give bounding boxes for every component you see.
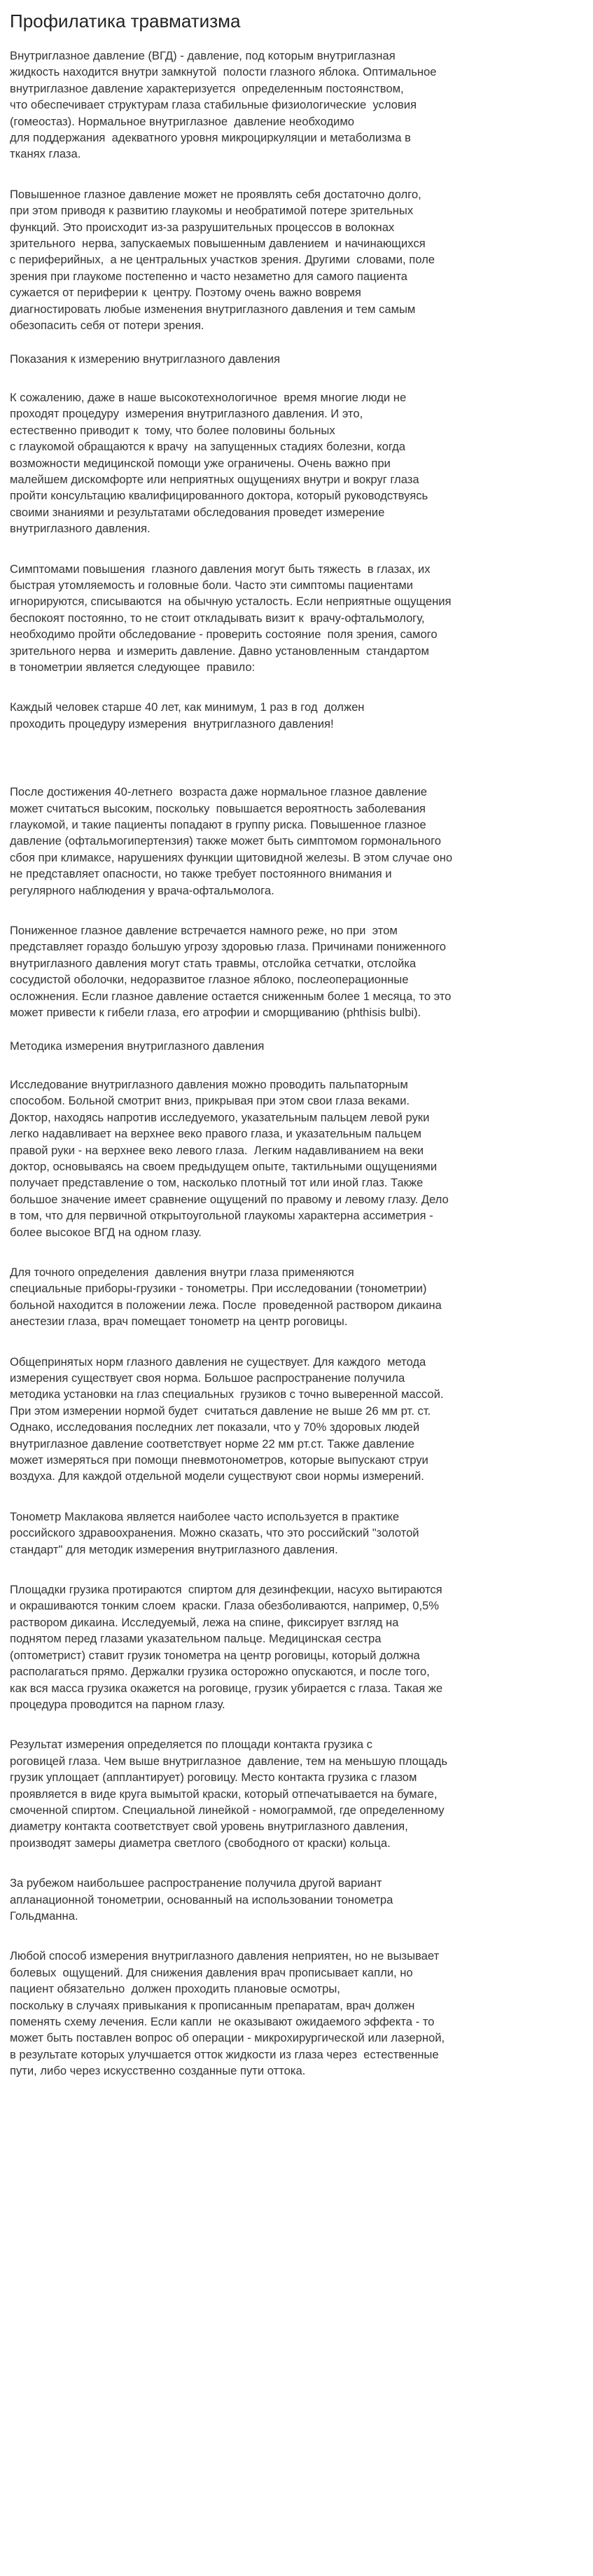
paragraph: Для точного определения давления внутри глаза применяются специальные приборы-грузики - тонометры. При исследовании (тонометрии) больной находится в положении лежа. После проведенной раствором дикаина анестезии глаза, врач помещает тонометр на центр роговицы. [10,1265,442,1329]
page-title: Профилатика травматизма [10,11,241,32]
paragraph: Тонометр Маклакова является наиболее часто используется в практике российского здравоохранения. Можно сказать, что это российский "золотой стандарт" для методик измерения внутриглазного давления. [10,1509,419,1556]
paragraph: За рубежом наибольшее распространение получила другой вариант апланационной тонометрии, основанный на использовании тонометра Гольдманна. [10,1876,393,1923]
paragraph: Исследование внутриглазного давления можно проводить пальпаторным способом. Больной смотрит вниз, прикрывая при этом свои глаза веками. Доктор, находясь напротив исследуемого, указательным пальцем левой руки легко надавливает на верхнее веко правого глаза, и указательным пальцем правой руки - на верхнее веко левого глаза. Легким надавливанием на веки доктор, основываясь на своем предыдущем опыте, тактильными ощущениями получает представление о том, насколько плотный тот или иной глаз. Также большое значение имеет сравнение ощущений по правому и левому глазу. Дело в том, что для первичной открытоугольной глаукомы характерна ассиметрия - более высокое ВГД на одном глазу. [10,1077,449,1239]
article-body [10,48,579,2079]
paragraph: Любой способ измерения внутриглазного давления неприятен, но не вызывает болевых ощущений. Для снижения давления врач прописывает капли, но пациент обязательно должен проходить плановые осмотры, поскольку в случаях привыкания к прописанным препаратам, врач должен поменять схему лечения. Если капли не оказывают ожидаемого эффекта - то может быть поставлен вопрос об операции - микрохирургической или лазерной, в результате которых улучшается отток жидкости из глаза через естественные пути, либо через искусственно созданные пути оттока. [10,1949,445,2078]
paragraph: Повышенное глазное давление может не проявлять себя достаточно долго, при этом приводя к развитию глаукомы и необратимой потере зрительных функций. Это происходит из-за разрушительных процессов в волокнах зрительного нерва, запускаемых повышенным давлением и начинающихся с периферийных, а не центральных участков зрения. Другими словами, поле зрения при глаукоме постепенно и часто незаметно для самого пациента сужается от периферии к центру. Поэтому очень важно вовремя диагностировать любые изменения внутриглазного давления и тем самым обезопасить себя от потери зрения. [10,187,435,333]
paragraph: Внутриглазное давление (ВГД) - давление, под которым внутриглазная жидкость находится внутри замкнутой полости глазного яблока. Оптимальное внутриглазное давление характеризуется определенным постоянством, что обеспечивает структурам глаза стабильные физиологические условия (гомеостаз). Нормальное внутриглазное давление необходимо для поддержания адекватного уровня микроциркуляции и метаболизма в тканях глаза. [10,49,437,161]
paragraph: Каждый человек старше 40 лет, как минимум, 1 раз в год должен проходить процедуру измерения внутриглазного давления! [10,700,365,730]
paragraph: После достижения 40-летнего возраста даже нормальное глазное давление может считаться высоким, поскольку повышается вероятность заболевания глаукомой, и такие пациенты попадают в группу риска. Повышенное глазное давление (офтальмогипертензия) также может быть симптомом гормонального сбоя при климаксе, нарушениях функции щитовидной железы. В этом случае оно не представляет опасности, но также требует постоянного внимания и регулярного наблюдения у врача-офтальмолога. [10,785,453,897]
paragraph: Площадки грузика протираются спиртом для дезинфекции, насухо вытираются и окрашиваются тонким слоем краски. Глаза обезболиваются, например, 0,5% раствором дикаина. Исследуемый, лежа на спине, фиксирует взгляд на поднятом перед глазами указательном пальце. Медицинская сестра (оптометрист) ставит грузик тонометра на центр роговицы, который должна располагаться прямо. Держалки грузика осторожно опускаются, и после того, как вся масса грузика окажется на роговице, грузик убирается с глаза. Такая же процедура проводится на парном глазу. [10,1583,443,1711]
section-heading: Методика измерения внутриглазного давления [10,1039,265,1053]
paragraph: К сожалению, даже в наше высокотехнологичное время многие люди не проходят процедуру измерения внутриглазного давления. И это, естественно приводит к тому, что более половины больных с глаукомой обращаются к врачу на запущенных стадиях болезни, когда возможности медицинской помощи уже ограничены. Очень важно при малейшем дискомфорте или неприятных ощущениях внутри и вокруг глаза пройти консультацию квалифицированного доктора, который руководствуясь своими знаниями и результатами обследования проведет измерение внутриглазного давления. [10,390,428,536]
section-heading: Показания к измерению внутриглазного давления [10,352,281,366]
paragraph: Пониженное глазное давление встречается намного реже, но при этом представляет гораздо большую угрозу здоровью глаза. Причинами пониженного внутриглазного давления могут стать травмы, отслойка сетчатки, отслойка сосудистой оболочки, недоразвитое глазное яблоко, послеоперационные осложнения. Если глазное давление остается сниженным более 1 месяца, то это может привести к гибели глаза, его атрофии и сморщиванию (phthisis bulbi). [10,924,452,1020]
paragraph: Результат измерения определяется по площади контакта грузика с роговицей глаза. Чем выше внутриглазное давление, тем на меньшую площадь грузик уплощает (апплантирует) роговицу. Место контакта грузика с глазом проявляется в виде круга вымытой краски, который отпечатывается на бумаге, смоченной спиртом. Специальной линейкой - номограммой, где определенному диаметру контакта соответствует свой уровень внутриглазного давления, производят замеры диаметра светлого (свободного от краски) кольца. [10,1738,447,1850]
paragraph: Симптомами повышения глазного давления могут быть тяжесть в глазах, их быстрая утомляемость и головные боли. Часто эти симптомы пациентами игнорируются, списываются на обычную усталость. Если неприятные ощущения беспокоят постоянно, то не стоит откладывать визит к врачу-офтальмологу, необходимо пройти обследование - проверить состояние поля зрения, самого зрительного нерва и измерить давление. Давно установленным стандартом в тонометрии является следующее правило: [10,562,452,674]
paragraph: Общепринятых норм глазного давления не существует. Для каждого метода измерения существует своя норма. Большое распространение получила методика установки на глаз специальных грузиков с точно выверенной массой. При этом измерении нормой будет считаться давление не выше 26 мм рт. ст. Однако, исследования последних лет показали, что у 70% здоровых людей внутриглазное давление соответствует норме 22 мм рт.ст. Также давление может измеряться при помощи пневмотонометров, которые выпускают струи воздуха. Для каждой отдельной модели существуют свои нормы измерений. [10,1355,444,1483]
